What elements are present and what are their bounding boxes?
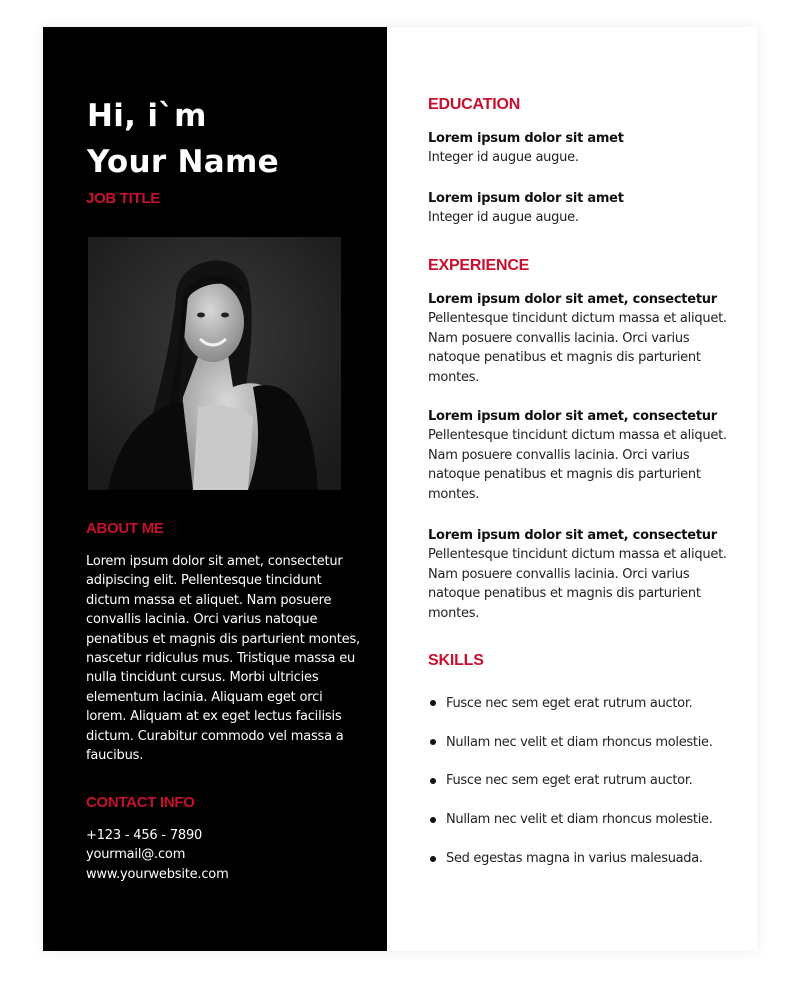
contact-phone: +123 - 456 - 7890 xyxy=(86,828,203,843)
job-title: JOB TITLE xyxy=(86,190,160,207)
skills-list xyxy=(428,684,738,878)
experience-entry xyxy=(428,526,728,623)
skill-text: Nullam nec velit et diam rhoncus molestie. xyxy=(446,734,713,750)
resume-page xyxy=(43,27,757,951)
education-title: Lorem ipsum dolor sit amet xyxy=(428,191,624,206)
experience-heading: EXPERIENCE xyxy=(428,257,530,274)
greeting-name: Your Name xyxy=(87,144,279,180)
bullet-icon xyxy=(430,856,436,862)
skills-heading: SKILLS xyxy=(428,652,484,669)
about-text: Lorem ipsum dolor sit amet, consectetur adipiscing elit. Pellentesque tincidunt dictum massa et aliquet. Nam posuere convallis lacinia. Orci varius natoque penatibus et magnis dis parturient montes, nascetur ridiculus mus. Tristique massa eu nulla tincidunt cursus. Morbi ultricies elementum lacinia. Aliquam eget orci lorem. Aliquam at ex eget lectus facilisis dictum. Curabitur commodo vel massa a faucibus. xyxy=(86,554,360,764)
contact-email: yourmail@.com xyxy=(86,847,186,863)
experience-title: Lorem ipsum dolor sit amet, consectetur xyxy=(428,528,717,543)
skill-text: Fusce nec sem eget erat rutrum auctor. xyxy=(446,773,693,789)
contact-website: www.yourwebsite.com xyxy=(86,866,229,882)
skill-item xyxy=(428,762,738,801)
greeting-line-1: Hi, i`m xyxy=(87,98,207,134)
contact-heading: CONTACT INFO xyxy=(86,794,195,811)
about-heading: ABOUT ME xyxy=(86,520,164,537)
experience-title: Lorem ipsum dolor sit amet, consectetur xyxy=(428,409,717,424)
skill-text: Sed egestas magna in varius malesuada. xyxy=(446,851,703,867)
bullet-icon xyxy=(430,778,436,784)
bullet-icon xyxy=(430,817,436,823)
main-content xyxy=(428,27,738,951)
skill-item xyxy=(428,800,738,839)
greeting xyxy=(87,93,279,185)
experience-entry xyxy=(428,290,728,387)
portrait-image xyxy=(88,237,341,490)
skill-text: Nullam nec velit et diam rhoncus molestie. xyxy=(446,812,713,828)
education-text: Integer id augue augue. xyxy=(428,210,579,226)
experience-entry xyxy=(428,407,728,504)
education-title: Lorem ipsum dolor sit amet xyxy=(428,131,624,146)
skill-item xyxy=(428,723,738,762)
education-entry xyxy=(428,129,728,168)
experience-title: Lorem ipsum dolor sit amet, consectetur xyxy=(428,292,717,307)
experience-text: Pellentesque tincidunt dictum massa et aliquet. Nam posuere convallis lacinia. Orci varius natoque penatibus et magnis dis parturient montes. xyxy=(428,547,727,621)
sidebar xyxy=(43,27,387,951)
education-entry xyxy=(428,189,728,228)
experience-text: Pellentesque tincidunt dictum massa et aliquet. Nam posuere convallis lacinia. Orci varius natoque penatibus et magnis dis parturient montes. xyxy=(428,311,727,385)
skill-item xyxy=(428,839,738,878)
bullet-icon xyxy=(430,700,436,706)
profile-photo xyxy=(88,237,341,490)
skill-text: Fusce nec sem eget erat rutrum auctor. xyxy=(446,695,693,711)
experience-text: Pellentesque tincidunt dictum massa et aliquet. Nam posuere convallis lacinia. Orci varius natoque penatibus et magnis dis parturient montes. xyxy=(428,428,727,502)
skill-item xyxy=(428,684,738,723)
education-heading: EDUCATION xyxy=(428,96,521,113)
contact-list xyxy=(86,826,229,884)
bullet-icon xyxy=(430,739,436,745)
education-text: Integer id augue augue. xyxy=(428,150,579,166)
